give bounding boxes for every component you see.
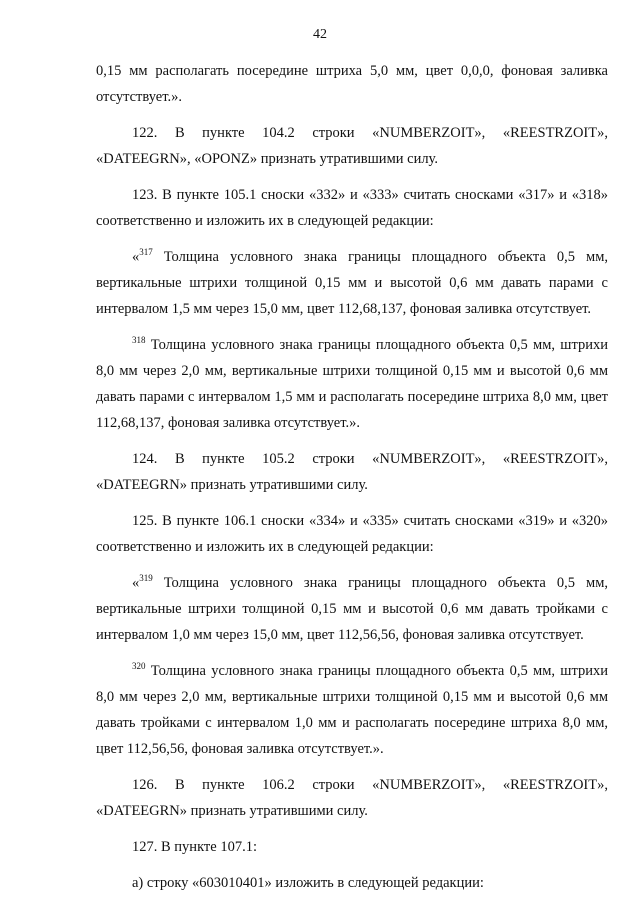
paragraph-item-122: 122. В пункте 104.2 строки «NUMBERZOIT», «REESTRZOIT», «DATEEGRN», «OPONZ» признать утратившими силу.	[96, 125, 608, 167]
footnote-text: Толщина условного знака границы площадного объекта 0,5 мм, вертикальные штрихи толщиной 0,15 мм и высотой 0,6 мм давать тройками с интервалом 1,0 мм через 15,0 мм, цвет 112,56,56, фоновая заливка отсутствует.	[96, 575, 608, 643]
footnote-number: 319	[139, 573, 153, 584]
footnote-319	[96, 570, 608, 648]
paragraph-continuation: 0,15 мм располагать посередине штриха 5,0 мм, цвет 0,0,0, фоновая заливка отсутствует.».	[96, 63, 608, 105]
paragraph-item-126: 126. В пункте 106.2 строки «NUMBERZOIT», «REESTRZOIT», «DATEEGRN» признать утратившими силу.	[96, 777, 608, 819]
footnote-number: 318	[132, 335, 146, 346]
footnote-number: 320	[132, 661, 146, 672]
paragraph-item-123: 123. В пункте 105.1 сноски «332» и «333» считать сносками «317» и «318» соответственно и изложить их в следующей редакции:	[96, 187, 608, 229]
paragraph-item-127: 127. В пункте 107.1:	[132, 839, 257, 855]
footnote-opening-quote: «	[132, 575, 140, 591]
footnote-318	[96, 332, 608, 436]
footnote-text: Толщина условного знака границы площадного объекта 0,5 мм, вертикальные штрихи толщиной 0,15 мм и высотой 0,6 мм давать парами с интервалом 1,5 мм через 15,0 мм, цвет 112,68,137, фоновая заливка отсутствует.	[96, 249, 608, 317]
document-body	[96, 58, 608, 906]
footnote-320	[96, 658, 608, 762]
paragraph-item-125: 125. В пункте 106.1 сноски «334» и «335» считать сносками «319» и «320» соответственно и изложить их в следующей редакции:	[96, 513, 608, 555]
footnote-number: 317	[139, 247, 153, 258]
paragraph-item-127a: а) строку «603010401» изложить в следующей редакции:	[132, 875, 484, 891]
page-number: 42	[313, 27, 327, 42]
footnote-317	[96, 244, 608, 322]
footnote-text: Толщина условного знака границы площадного объекта 0,5 мм, штрихи 8,0 мм через 2,0 мм, вертикальные штрихи толщиной 0,15 мм и высотой 0,6 мм давать парами с интервалом 1,5 мм и располагать посередине штриха 8,0 мм, цвет 112,68,137, фоновая заливка отсутствует.».	[96, 337, 608, 431]
footnote-opening-quote: «	[132, 249, 140, 265]
paragraph-item-124: 124. В пункте 105.2 строки «NUMBERZOIT», «REESTRZOIT», «DATEEGRN» признать утратившими силу.	[96, 451, 608, 493]
footnote-text: Толщина условного знака границы площадного объекта 0,5 мм, штрихи 8,0 мм через 2,0 мм, вертикальные штрихи толщиной 0,15 мм и высотой 0,6 мм давать тройками с интервалом 1,0 мм и располагать посередине штриха 8,0 мм, цвет 112,56,56, фоновая заливка отсутствует.».	[96, 663, 608, 757]
